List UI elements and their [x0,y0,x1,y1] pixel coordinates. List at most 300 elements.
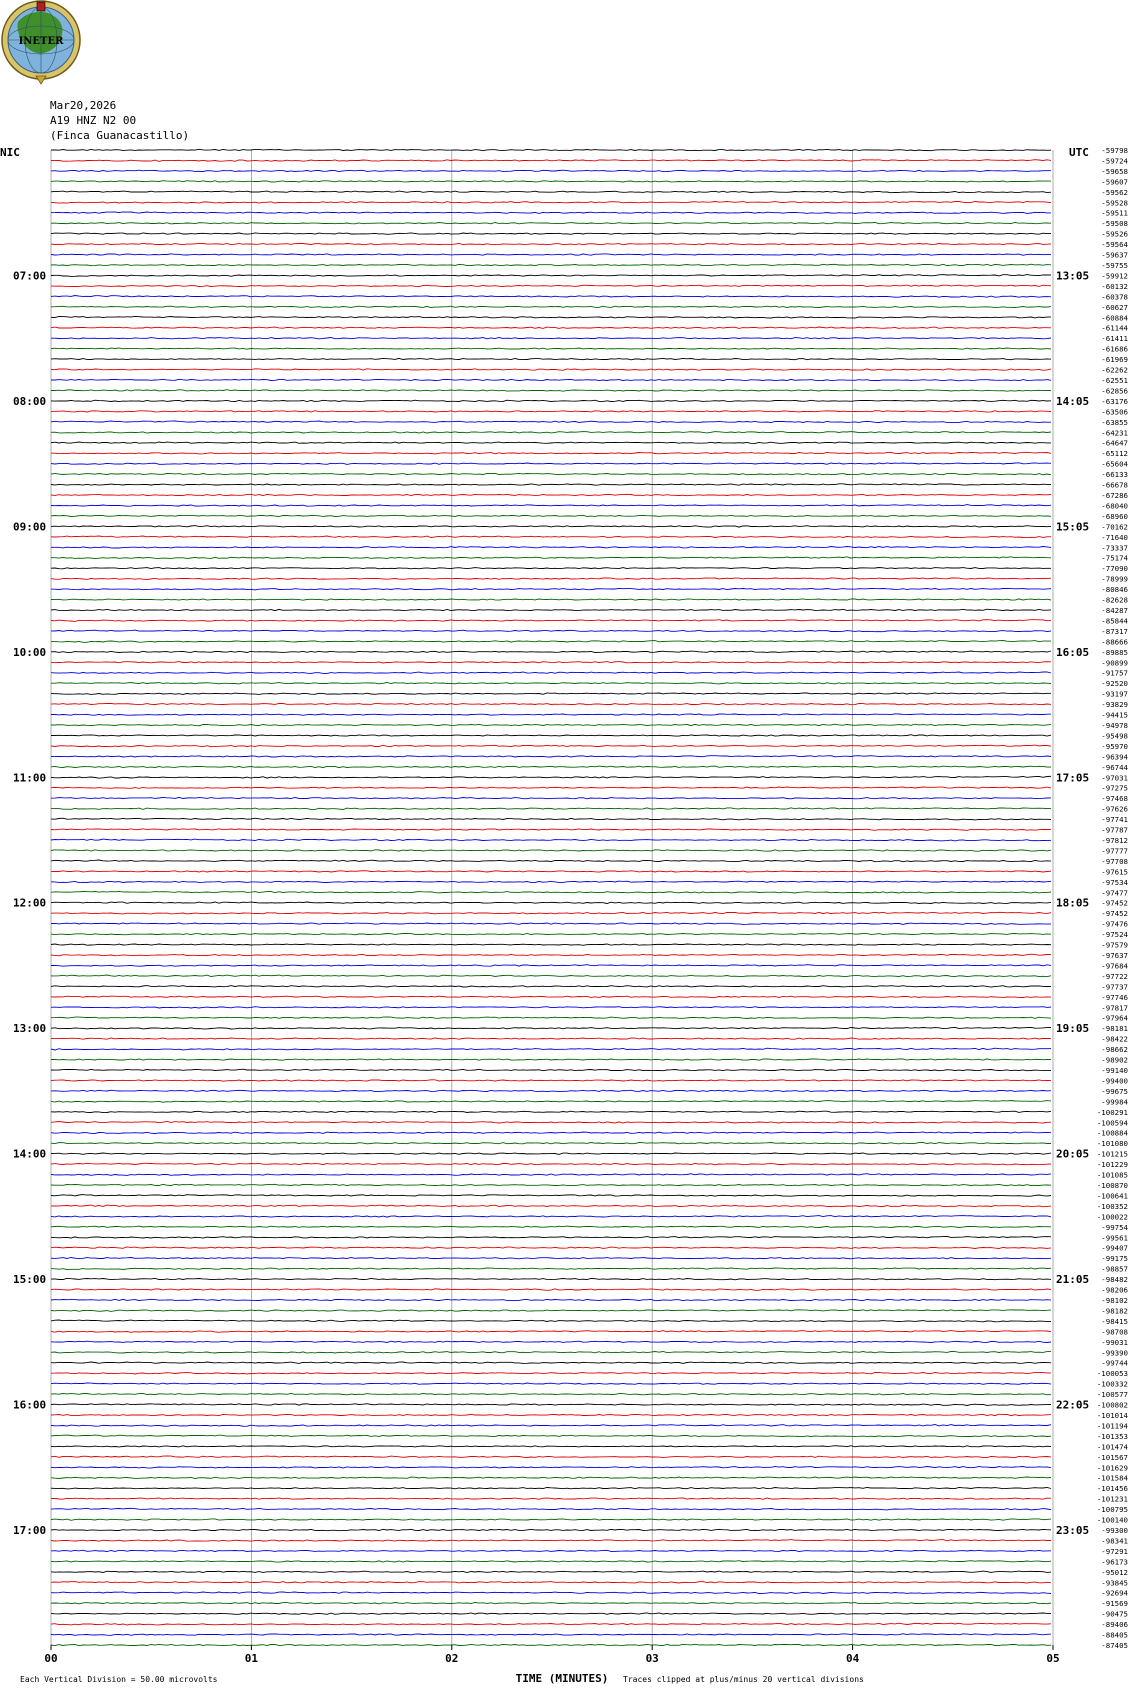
offset-label: -101215 [1096,1149,1128,1159]
offset-label: -100594 [1096,1118,1128,1128]
offset-label: -99300 [1101,1526,1128,1535]
offset-label: -99984 [1101,1097,1128,1107]
trace-row-41 [51,578,1051,580]
utc-hour-label: 15:05 [1056,520,1090,534]
trace-row-101 [51,1205,1051,1207]
offset-label: -85844 [1101,616,1128,626]
trace-row-27 [51,432,1051,434]
trace-row-22 [51,379,1051,381]
trace-row-136 [51,1571,1051,1572]
trace-row-137 [51,1582,1051,1584]
offset-label: -60132 [1101,281,1128,291]
trace-row-18 [51,338,1051,339]
trace-row-21 [51,369,1051,371]
trace-row-92 [51,1111,1051,1112]
utc-hour-label: 23:05 [1056,1524,1090,1537]
trace-row-35 [51,515,1051,516]
trace-row-84 [51,1027,1051,1029]
offset-label: -101080 [1096,1139,1128,1149]
offset-label: -99140 [1101,1066,1128,1075]
trace-row-119 [51,1393,1051,1394]
offset-label: -61411 [1101,334,1128,344]
offset-label: -100802 [1096,1400,1128,1410]
offset-label: -97746 [1101,992,1128,1002]
trace-row-83 [51,1017,1051,1019]
offset-label: -96173 [1101,1557,1128,1567]
offset-label: -60627 [1101,302,1128,312]
trace-row-48 [51,651,1051,653]
offset-label: -98206 [1101,1285,1128,1295]
offset-label: -97708 [1101,856,1128,866]
offset-label: -97737 [1101,982,1128,992]
offset-label: -97741 [1101,815,1128,825]
trace-row-42 [51,588,1051,590]
trace-row-19 [51,348,1051,349]
trace-row-141 [51,1623,1051,1625]
trace-row-123 [51,1435,1051,1437]
offset-label: -90475 [1101,1609,1128,1619]
offset-label: -97452 [1101,909,1128,919]
trace-row-53 [51,703,1051,704]
offset-label: -89406 [1101,1620,1128,1630]
trace-row-110 [51,1299,1051,1300]
trace-row-64 [51,818,1051,820]
offset-label: -95970 [1101,741,1128,751]
offset-label: -73337 [1101,543,1128,553]
offset-label: -94978 [1101,721,1128,730]
trace-row-5 [51,202,1051,204]
offset-label: -97684 [1101,961,1128,971]
trace-row-16 [51,316,1051,318]
offset-label: -97524 [1101,930,1128,940]
trace-row-20 [51,358,1051,359]
trace-row-134 [51,1550,1051,1551]
offset-label: -70162 [1101,522,1128,532]
trace-row-68 [51,860,1051,862]
offset-label: -101229 [1096,1160,1128,1170]
offset-label: -98341 [1101,1536,1128,1546]
trace-row-140 [51,1613,1051,1614]
trace-row-62 [51,797,1051,798]
offset-label: -99744 [1101,1358,1128,1368]
offset-label: -98662 [1101,1045,1128,1055]
offset-label: -98415 [1101,1316,1128,1326]
trace-row-91 [51,1101,1051,1103]
utc-hour-label: 22:05 [1056,1398,1090,1412]
offset-label: -101567 [1096,1452,1128,1462]
offset-label: -67286 [1101,491,1128,500]
offset-label: -101584 [1096,1473,1128,1483]
x-tick-label: 04 [845,1652,860,1665]
x-tick-label: 02 [445,1652,459,1665]
offset-label: -98708 [1101,1327,1128,1337]
offset-label: -101085 [1096,1170,1128,1180]
trace-row-39 [51,557,1051,559]
offset-label: -71640 [1101,532,1128,542]
trace-row-98 [51,1174,1051,1176]
offset-label: -59755 [1101,261,1128,270]
trace-row-40 [51,568,1051,569]
trace-row-13 [51,285,1051,287]
trace-row-117 [51,1372,1051,1374]
offset-label: -97477 [1101,888,1128,898]
offset-label: -97291 [1101,1546,1128,1556]
trace-row-2 [51,170,1051,171]
trace-row-34 [51,505,1051,507]
offset-label: -93845 [1101,1578,1128,1588]
offset-label: -66133 [1101,470,1128,480]
x-tick-label: 01 [244,1652,259,1665]
offset-label: -59564 [1101,240,1128,250]
trace-row-132 [51,1529,1051,1530]
trace-row-78 [51,965,1051,967]
trace-row-76 [51,944,1051,945]
trace-row-143 [51,1644,1051,1645]
offset-label: -88405 [1101,1630,1128,1640]
nic-hour-label: 08:00 [13,394,47,408]
trace-row-88 [51,1069,1051,1071]
trace-row-51 [51,683,1051,684]
trace-row-73 [51,912,1051,914]
offset-label: -59637 [1101,250,1128,260]
offset-label: -61969 [1101,355,1128,365]
offset-label: -92520 [1101,679,1128,689]
offset-label: -59912 [1101,271,1128,281]
offset-label: -99754 [1101,1222,1128,1232]
nic-hour-label: 10:00 [13,645,47,659]
offset-label: -62551 [1101,376,1128,385]
trace-row-90 [51,1090,1051,1091]
offset-label: -101474 [1096,1442,1128,1452]
offset-label: -62856 [1101,386,1128,396]
offset-label: -88666 [1101,637,1128,647]
trace-row-44 [51,609,1051,611]
trace-row-95 [51,1143,1051,1144]
utc-hour-label: 14:05 [1056,394,1090,408]
offset-label: -63506 [1101,407,1128,417]
offset-label: -100577 [1096,1390,1128,1400]
trace-row-135 [51,1561,1051,1562]
x-axis-ticks [44,1645,1059,1665]
trace-row-61 [51,787,1051,788]
offset-label: -101194 [1096,1421,1128,1431]
x-tick-label: 05 [1046,1652,1060,1665]
offset-label: -95498 [1101,731,1128,741]
left-timezone-label: NIC [0,146,20,159]
nic-hour-label: 09:00 [13,520,47,534]
trace-row-108 [51,1278,1051,1280]
trace-row-107 [51,1268,1051,1270]
trace-row-4 [51,191,1051,193]
trace-row-96 [51,1153,1051,1154]
trace-row-6 [51,212,1051,214]
offset-label: -93197 [1101,689,1128,699]
trace-row-69 [51,871,1051,872]
trace-row-142 [51,1634,1051,1636]
offset-label: -99175 [1101,1254,1128,1264]
trace-row-43 [51,599,1051,600]
trace-row-105 [51,1247,1051,1249]
trace-row-38 [51,547,1051,549]
nic-hour-label: 11:00 [13,771,47,785]
trace-row-116 [51,1362,1051,1364]
offset-label: -100053 [1096,1369,1128,1379]
trace-row-131 [51,1519,1051,1520]
offset-label: -97534 [1101,877,1128,887]
nic-hour-label: 12:00 [13,896,47,910]
trace-row-82 [51,1007,1051,1008]
nic-hour-label: 14:00 [13,1147,47,1161]
offset-label: -90899 [1101,658,1128,668]
offset-label: -62262 [1101,365,1128,375]
trace-row-56 [51,735,1051,736]
offset-label: -98902 [1101,1055,1128,1065]
utc-hour-label: 21:05 [1056,1273,1090,1287]
trace-row-17 [51,327,1051,328]
offset-label: -97722 [1101,971,1128,981]
offset-label: -99400 [1101,1076,1128,1086]
offset-label: -78999 [1101,574,1128,584]
offset-label: -97637 [1101,951,1128,960]
trace-row-49 [51,662,1051,663]
offset-label: -97452 [1101,898,1128,908]
offset-label: -98181 [1101,1024,1128,1034]
trace-row-130 [51,1508,1051,1510]
nic-hour-labels [13,269,46,1537]
logo-text: INETER [18,36,64,47]
offset-label: -97812 [1101,836,1128,845]
trace-row-115 [51,1352,1051,1354]
trace-row-15 [51,306,1051,307]
utc-hour-label: 16:05 [1056,645,1090,659]
trace-row-31 [51,473,1051,474]
nic-hour-label: 13:00 [13,1022,47,1036]
offset-label: -87405 [1101,1641,1128,1650]
offset-label: -64647 [1101,438,1128,448]
trace-row-10 [51,254,1051,256]
offset-label: -99390 [1101,1348,1128,1358]
offset-label: -82628 [1101,595,1128,605]
trace-row-77 [51,954,1051,956]
nic-hour-label: 15:00 [13,1273,47,1287]
offset-label: -61144 [1101,323,1128,333]
offset-label: -97275 [1101,783,1128,793]
offset-label: -100884 [1096,1128,1128,1138]
trace-row-26 [51,421,1051,423]
offset-label: -77090 [1101,564,1128,574]
trace-row-65 [51,829,1051,831]
offset-label: -99031 [1101,1337,1128,1347]
x-axis-label: TIME (MINUTES) [515,1672,609,1685]
offset-label: -93829 [1101,700,1128,710]
trace-row-9 [51,243,1051,245]
offset-label: -59798 [1101,146,1128,155]
trace-row-125 [51,1456,1051,1458]
trace-row-87 [51,1059,1051,1060]
trace-row-0 [51,149,1051,150]
offset-label: -94415 [1101,710,1128,720]
trace-row-71 [51,891,1051,893]
trace-row-106 [51,1258,1051,1259]
trace-row-94 [51,1132,1051,1134]
trace-row-14 [51,296,1051,298]
trace-row-114 [51,1341,1051,1342]
offset-label: -59526 [1101,229,1128,239]
offset-label: -97777 [1101,846,1128,856]
trace-row-93 [51,1121,1051,1123]
offset-label: -99675 [1101,1086,1128,1096]
offset-label: -100332 [1096,1379,1128,1389]
trace-row-100 [51,1195,1051,1197]
trace-row-47 [51,641,1051,643]
offset-label: -100641 [1096,1191,1128,1201]
trace-row-33 [51,494,1051,495]
offset-label: -63855 [1101,417,1128,427]
offset-label: -60884 [1101,313,1128,323]
trace-row-139 [51,1603,1051,1604]
offset-label: -100352 [1096,1201,1128,1211]
offset-label: -97615 [1101,867,1128,877]
offset-label: -99561 [1101,1233,1128,1243]
offset-label: -98422 [1101,1034,1128,1044]
right-timezone-label: UTC [1069,146,1089,159]
offset-label: -99407 [1101,1243,1128,1253]
offset-label: -100795 [1096,1505,1128,1515]
offset-label: -89885 [1101,647,1128,657]
trace-row-99 [51,1184,1051,1185]
trace-row-86 [51,1048,1051,1050]
trace-row-50 [51,672,1051,673]
offset-label: -91757 [1101,668,1128,678]
trace-row-102 [51,1216,1051,1218]
trace-row-121 [51,1414,1051,1416]
trace-row-11 [51,264,1051,266]
trace-row-75 [51,933,1051,934]
offset-label: -68040 [1101,501,1128,511]
offset-label: -59607 [1101,177,1128,187]
offset-label: -97579 [1101,940,1128,950]
trace-row-112 [51,1320,1051,1322]
trace-row-74 [51,923,1051,925]
offset-label: -101231 [1096,1494,1128,1504]
trace-row-103 [51,1226,1051,1227]
trace-row-72 [51,902,1051,904]
offset-label: -97787 [1101,825,1128,835]
trace-row-133 [51,1540,1051,1542]
trace-row-58 [51,756,1051,757]
trace-row-118 [51,1383,1051,1384]
trace-row-12 [51,275,1051,277]
offset-label: -97626 [1101,804,1128,814]
offset-label: -100870 [1096,1181,1128,1190]
offset-label: -100291 [1096,1107,1128,1117]
trace-row-8 [51,233,1051,234]
chart-station: (Finca Guanacastillo) [50,129,190,142]
trace-row-60 [51,776,1051,778]
trace-row-97 [51,1163,1051,1165]
offset-label: -59508 [1101,219,1128,229]
offset-label: -65112 [1101,449,1128,459]
offset-label: -97964 [1101,1013,1128,1023]
offset-label: -96744 [1101,762,1128,772]
trace-row-24 [51,400,1051,401]
offset-label: -59562 [1101,187,1128,197]
trace-row-128 [51,1487,1051,1489]
offset-label: -84287 [1101,606,1128,615]
trace-row-23 [51,390,1051,392]
trace-row-79 [51,975,1051,977]
time-gridlines [51,150,1053,1645]
offset-label: -59724 [1101,156,1128,166]
offset-label: -97031 [1101,773,1128,783]
offset-label: -98182 [1101,1306,1128,1316]
offset-label: -92694 [1101,1588,1128,1598]
trace-row-120 [51,1404,1051,1406]
offset-label: -75174 [1101,553,1128,563]
offset-label: -87317 [1101,626,1128,636]
trace-row-127 [51,1477,1051,1479]
utc-hour-label: 13:05 [1056,269,1090,283]
chart-channel: A19 HNZ N2 00 [50,114,137,127]
trace-row-138 [51,1592,1051,1594]
trace-row-70 [51,881,1051,883]
offset-label: -97817 [1101,1003,1128,1013]
utc-hour-label: 19:05 [1056,1022,1090,1036]
offset-label: -101353 [1096,1431,1128,1441]
trace-row-63 [51,808,1051,810]
utc-hour-label: 18:05 [1056,896,1090,910]
nic-hour-label: 17:00 [13,1524,47,1537]
offset-label: -98857 [1101,1264,1128,1274]
trace-row-124 [51,1446,1051,1447]
offset-label: -60378 [1101,292,1128,302]
trace-row-89 [51,1080,1051,1081]
trace-row-25 [51,411,1051,412]
offset-label: -100140 [1096,1515,1128,1525]
offset-label: -96394 [1101,752,1128,762]
trace-row-129 [51,1498,1051,1499]
trace-row-80 [51,986,1051,988]
offset-label: -63176 [1101,396,1128,406]
trace-row-52 [51,693,1051,695]
offset-label: -95012 [1101,1567,1128,1577]
seismic-traces [51,149,1051,1645]
trace-row-7 [51,223,1051,224]
offset-label: -59658 [1101,166,1128,176]
trace-row-28 [51,442,1051,443]
offset-label: -100022 [1096,1212,1128,1222]
trace-row-54 [51,714,1051,716]
trace-row-109 [51,1289,1051,1291]
offset-label: -64231 [1101,428,1128,438]
trace-row-104 [51,1236,1051,1238]
x-tick-label: 03 [645,1652,659,1665]
utc-hour-label: 17:05 [1056,771,1090,785]
utc-hour-labels [1056,269,1089,1537]
offset-label: -61686 [1101,344,1128,354]
offset-label: -91569 [1101,1599,1128,1609]
trace-row-66 [51,839,1051,841]
x-tick-label: 00 [44,1652,58,1665]
offset-label: -98482 [1101,1275,1128,1285]
offset-label: -65604 [1101,459,1128,469]
offset-label: -101014 [1096,1411,1128,1420]
trace-row-81 [51,996,1051,997]
offset-label: -80846 [1101,585,1128,595]
trace-row-29 [51,452,1051,454]
trace-row-85 [51,1038,1051,1039]
offset-label: -97468 [1101,794,1128,804]
